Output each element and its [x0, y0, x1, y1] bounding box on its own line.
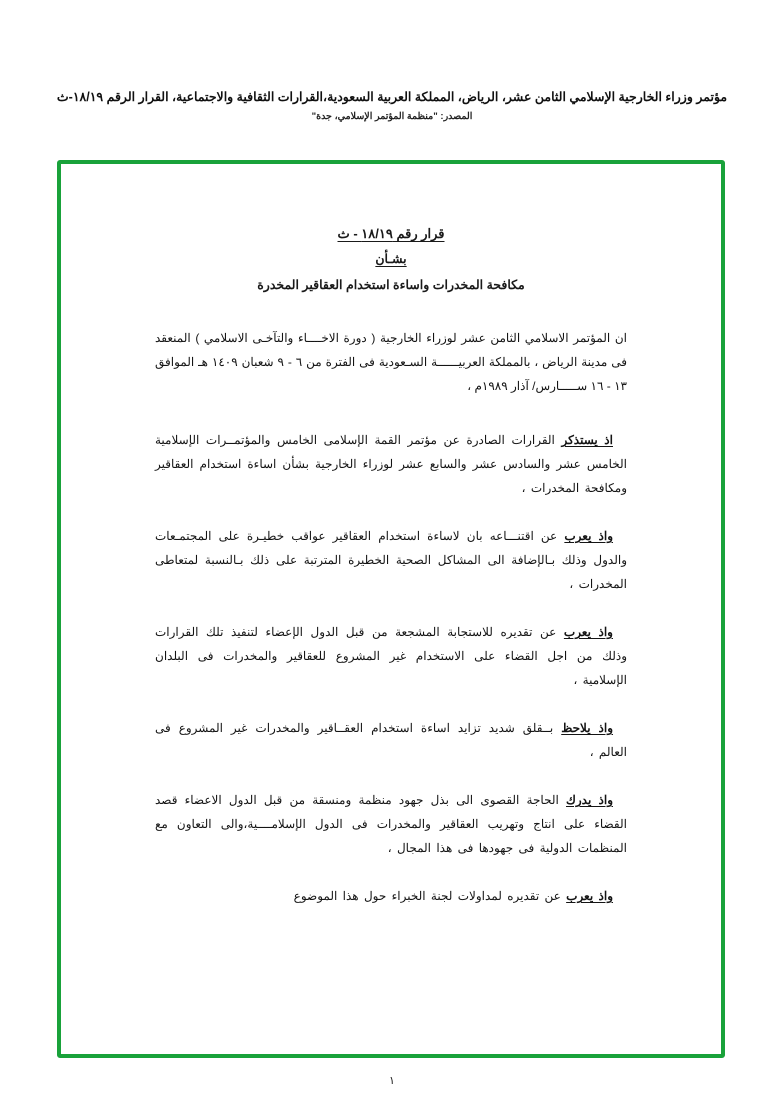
clause-lead-word: واذ يلاحظ: [561, 721, 613, 735]
clause-text: الحاجة القصوى الى بذل جهود منظمة ومنسقة من قبل الدول الاعضاء قصد القضاء على انتاج وتهريب العقاقير والمخدرات فى الدول الإسلامــــية،والى التعاون مع المنظمات الدولية فى جهودها فى هذا المجال ،: [155, 793, 627, 855]
decision-number: قرار رقم ١٨/١٩ - ث: [337, 226, 445, 241]
clause-text: القرارات الصادرة عن مؤتمر القمة الإسلامى الخامس والمؤتمــرات الإسلامية الخامس عشر والسادس عشر والسابع عشر لوزراء الخارجية بشأن اساءة استخدام العقاقير ومكافحة المخدرات ،: [155, 433, 627, 495]
clause-paragraph: [155, 716, 627, 764]
clause-lead-word: اذ يستذكر: [561, 433, 613, 447]
page-number: ١: [389, 1075, 395, 1087]
clause-paragraph: [155, 428, 627, 500]
clause-lead-word: واذ يعرب: [566, 889, 613, 903]
concerning-label: بشـأن: [375, 252, 407, 266]
title-block: [117, 226, 665, 292]
preamble-paragraph: ان المؤتمر الاسلامي الثامن عشر لوزراء الخارجية ( دورة الاخــــاء والتآخـى الاسلامي ) المنعقد فى مدينة الرياض ، بالمملكة العربيــــــة السـعودية فى الفترة من ٦ - ٩ شعبان ١٤٠٩ هـ الموافق ١٣ - ١٦ ســـــارس/ آذار ١٩٨٩م ،: [155, 331, 628, 393]
clause-text: بــقلق شديد تزايد اساءة استخدام العقــاقير والمخدرات غير المشروع فى العالم ،: [155, 721, 627, 759]
header-source-line: المصدر: "منظمة المؤتمر الإسلامي، جدة": [311, 110, 473, 122]
decision-subject: مكافحة المخدرات واساءة استخدام العقاقير المخدرة: [257, 278, 525, 292]
clause-paragraph: [155, 524, 627, 596]
decision-body: [117, 326, 665, 908]
document-header: [0, 88, 784, 122]
clause-lead-word: واذ يعرب: [564, 529, 613, 543]
page-frame-border: [57, 160, 725, 1058]
clause-text: عن تقديره لمداولات لجنة الخبراء حول هذا الموضوع: [293, 889, 561, 903]
clause-text: عن اقتنـــاعه بان لاساءة استخدام العقاقير عواقب خطيـرة على المجتمـعات والدول وذلك بـالإضافة الى المشاكل الصحية الخطيرة المترتبة على ذلك بـالنسبة لمتعاطى المخدرات ،: [155, 529, 627, 591]
page-content: [61, 164, 721, 1054]
clause-lead-word: واذ يعرب: [563, 625, 613, 639]
clause-paragraph: [155, 620, 627, 692]
clause-paragraph: [155, 788, 627, 860]
clause-paragraph: [155, 884, 627, 908]
header-title-line: مؤتمر وزراء الخارجية الإسلامي الثامن عشر، الرياض، المملكة العربية السعودية،القرارات الثقافية والاجتماعية، القرار الرقم ١٨/١٩-ث: [56, 90, 728, 104]
clause-text: عن تقديره للاستجابة المشجعة من قبل الدول الإعضاء لتنفيذ تلك القرارات وذلك من اجل القضاء على الاستخدام غير المشروع للعقاقير والمخدرات فى البلدان الإسلامية ،: [155, 625, 627, 687]
clause-lead-word: واذ يدرك: [566, 793, 613, 807]
